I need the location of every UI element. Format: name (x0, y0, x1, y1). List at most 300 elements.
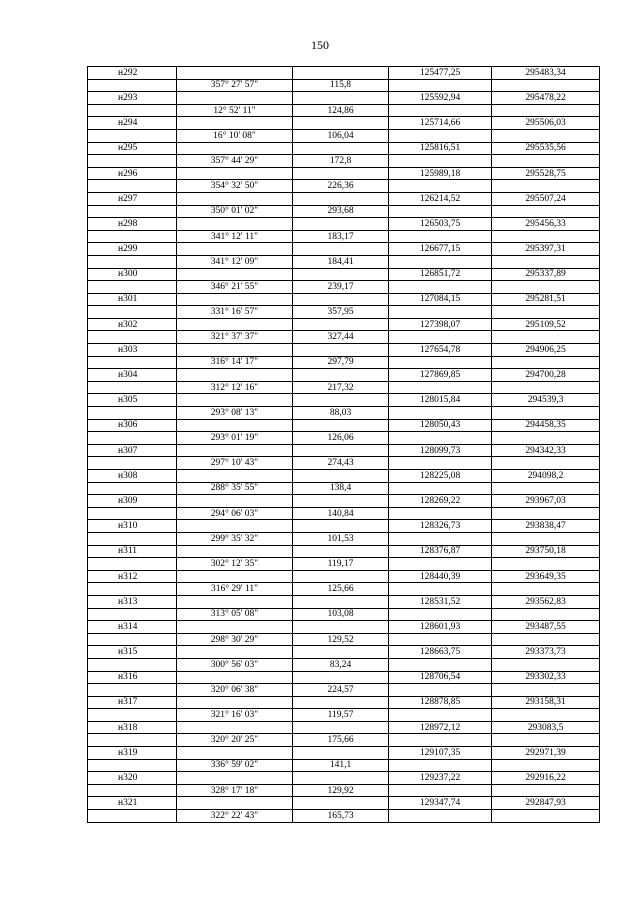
empty-cell (492, 507, 600, 520)
empty-cell (177, 570, 293, 583)
direction-angle-cell: 299° 35' 32" (177, 532, 293, 545)
empty-cell (88, 457, 177, 470)
empty-cell (492, 155, 600, 168)
empty-cell (293, 470, 389, 483)
segment-row (88, 608, 600, 621)
empty-cell (389, 180, 492, 193)
distance-cell: 165,73 (293, 810, 389, 823)
point-row (88, 747, 600, 760)
point-row (88, 369, 600, 382)
segment-row (88, 129, 600, 142)
direction-angle-cell: 12° 52' 11" (177, 104, 293, 117)
empty-cell (389, 608, 492, 621)
direction-angle-cell: 357° 27' 57" (177, 79, 293, 92)
y-coordinate-cell: 295478,22 (492, 92, 600, 105)
empty-cell (293, 344, 389, 357)
empty-cell (88, 658, 177, 671)
segment-row (88, 532, 600, 545)
empty-cell (88, 583, 177, 596)
direction-angle-cell: 320° 20' 25" (177, 734, 293, 747)
y-coordinate-cell: 292971,39 (492, 747, 600, 760)
distance-cell: 226,36 (293, 180, 389, 193)
y-coordinate-cell: 295535,56 (492, 142, 600, 155)
segment-row (88, 104, 600, 117)
direction-angle-cell: 346° 21' 55" (177, 281, 293, 294)
x-coordinate-cell: 129347,74 (389, 797, 492, 810)
page-number: 150 (311, 38, 329, 52)
y-coordinate-cell: 293838,47 (492, 520, 600, 533)
empty-cell (177, 747, 293, 760)
segment-row (88, 784, 600, 797)
empty-cell (492, 331, 600, 344)
direction-angle-cell: 322° 22' 43" (177, 810, 293, 823)
empty-cell (389, 155, 492, 168)
empty-cell (389, 810, 492, 823)
segment-row (88, 457, 600, 470)
y-coordinate-cell: 293750,18 (492, 545, 600, 558)
distance-cell: 119,17 (293, 558, 389, 571)
point-name-cell: н312 (88, 570, 177, 583)
point-row (88, 344, 600, 357)
point-row (88, 797, 600, 810)
y-coordinate-cell: 294906,25 (492, 344, 600, 357)
empty-cell (293, 797, 389, 810)
point-name-cell: н305 (88, 394, 177, 407)
direction-angle-cell: 357° 44' 29" (177, 155, 293, 168)
empty-cell (492, 381, 600, 394)
segment-row (88, 180, 600, 193)
distance-cell: 140,84 (293, 507, 389, 520)
x-coordinate-cell: 128225,08 (389, 470, 492, 483)
y-coordinate-cell: 294098,2 (492, 470, 600, 483)
x-coordinate-cell: 128663,75 (389, 646, 492, 659)
empty-cell (177, 318, 293, 331)
point-name-cell: н298 (88, 218, 177, 231)
empty-cell (492, 205, 600, 218)
direction-angle-cell: 316° 14' 17" (177, 356, 293, 369)
empty-cell (293, 167, 389, 180)
empty-cell (389, 331, 492, 344)
segment-row (88, 684, 600, 697)
y-coordinate-cell: 293562,83 (492, 595, 600, 608)
empty-cell (88, 684, 177, 697)
y-coordinate-cell: 295506,03 (492, 117, 600, 130)
empty-cell (177, 470, 293, 483)
empty-cell (88, 381, 177, 394)
empty-cell (177, 117, 293, 130)
point-name-cell: н300 (88, 268, 177, 281)
empty-cell (492, 684, 600, 697)
direction-angle-cell: 321° 37' 37" (177, 331, 293, 344)
point-row (88, 92, 600, 105)
segment-row (88, 583, 600, 596)
direction-angle-cell: 293° 08' 13" (177, 407, 293, 420)
empty-cell (293, 192, 389, 205)
empty-cell (492, 633, 600, 646)
segment-row (88, 79, 600, 92)
empty-cell (492, 784, 600, 797)
direction-angle-cell: 341° 12' 11" (177, 230, 293, 243)
empty-cell (177, 92, 293, 105)
x-coordinate-cell: 128015,84 (389, 394, 492, 407)
distance-cell: 183,17 (293, 230, 389, 243)
empty-cell (88, 407, 177, 420)
x-coordinate-cell: 128050,43 (389, 419, 492, 432)
empty-cell (492, 583, 600, 596)
segment-row (88, 407, 600, 420)
distance-cell: 88,03 (293, 407, 389, 420)
x-coordinate-cell: 129237,22 (389, 772, 492, 785)
point-row (88, 444, 600, 457)
point-name-cell: н296 (88, 167, 177, 180)
empty-cell (88, 532, 177, 545)
point-row (88, 772, 600, 785)
x-coordinate-cell: 125477,25 (389, 67, 492, 80)
y-coordinate-cell: 293649,35 (492, 570, 600, 583)
direction-angle-cell: 320° 06' 38" (177, 684, 293, 697)
empty-cell (293, 545, 389, 558)
empty-cell (88, 255, 177, 268)
empty-cell (88, 709, 177, 722)
y-coordinate-cell: 294342,33 (492, 444, 600, 457)
empty-cell (492, 482, 600, 495)
empty-cell (293, 721, 389, 734)
empty-cell (293, 646, 389, 659)
empty-cell (389, 205, 492, 218)
empty-cell (88, 79, 177, 92)
direction-angle-cell: 350° 01' 02" (177, 205, 293, 218)
empty-cell (88, 432, 177, 445)
distance-cell: 217,32 (293, 381, 389, 394)
point-name-cell: н295 (88, 142, 177, 155)
x-coordinate-cell: 125592,94 (389, 92, 492, 105)
point-name-cell: н319 (88, 747, 177, 760)
empty-cell (492, 759, 600, 772)
empty-cell (177, 646, 293, 659)
empty-cell (293, 419, 389, 432)
empty-cell (88, 633, 177, 646)
point-name-cell: н315 (88, 646, 177, 659)
segment-row (88, 356, 600, 369)
distance-cell: 115,8 (293, 79, 389, 92)
empty-cell (177, 268, 293, 281)
distance-cell: 175,66 (293, 734, 389, 747)
empty-cell (177, 671, 293, 684)
empty-cell (177, 545, 293, 558)
empty-cell (293, 243, 389, 256)
point-name-cell: н311 (88, 545, 177, 558)
y-coordinate-cell: 292916,22 (492, 772, 600, 785)
empty-cell (177, 495, 293, 508)
empty-cell (492, 79, 600, 92)
direction-angle-cell: 313° 05' 08" (177, 608, 293, 621)
empty-cell (492, 281, 600, 294)
y-coordinate-cell: 294458,35 (492, 419, 600, 432)
y-coordinate-cell: 293967,03 (492, 495, 600, 508)
empty-cell (88, 104, 177, 117)
empty-cell (177, 167, 293, 180)
empty-cell (177, 444, 293, 457)
point-name-cell: н304 (88, 369, 177, 382)
distance-cell: 224,57 (293, 684, 389, 697)
x-coordinate-cell: 125714,66 (389, 117, 492, 130)
distance-cell: 141,1 (293, 759, 389, 772)
empty-cell (177, 721, 293, 734)
point-name-cell: н302 (88, 318, 177, 331)
empty-cell (293, 142, 389, 155)
distance-cell: 101,53 (293, 532, 389, 545)
point-row (88, 243, 600, 256)
point-name-cell: н297 (88, 192, 177, 205)
y-coordinate-cell: 295337,89 (492, 268, 600, 281)
point-row (88, 495, 600, 508)
point-name-cell: н293 (88, 92, 177, 105)
empty-cell (389, 558, 492, 571)
empty-cell (177, 621, 293, 634)
point-row (88, 595, 600, 608)
segment-row (88, 810, 600, 823)
segment-row (88, 734, 600, 747)
segment-row (88, 709, 600, 722)
y-coordinate-cell: 294700,28 (492, 369, 600, 382)
distance-cell: 106,04 (293, 129, 389, 142)
point-row (88, 142, 600, 155)
empty-cell (293, 747, 389, 760)
empty-cell (492, 230, 600, 243)
x-coordinate-cell: 128099,73 (389, 444, 492, 457)
point-row (88, 167, 600, 180)
point-row (88, 293, 600, 306)
point-name-cell: н307 (88, 444, 177, 457)
empty-cell (293, 495, 389, 508)
empty-cell (389, 432, 492, 445)
segment-row (88, 558, 600, 571)
point-row (88, 671, 600, 684)
point-name-cell: н316 (88, 671, 177, 684)
empty-cell (389, 255, 492, 268)
segment-row (88, 155, 600, 168)
empty-cell (293, 369, 389, 382)
point-name-cell: н299 (88, 243, 177, 256)
empty-cell (88, 734, 177, 747)
empty-cell (177, 772, 293, 785)
point-row (88, 470, 600, 483)
point-row (88, 545, 600, 558)
empty-cell (389, 457, 492, 470)
direction-angle-cell: 288° 35' 55" (177, 482, 293, 495)
segment-row (88, 306, 600, 319)
empty-cell (88, 230, 177, 243)
empty-cell (389, 684, 492, 697)
empty-cell (293, 268, 389, 281)
distance-cell: 293,68 (293, 205, 389, 218)
direction-angle-cell: 294° 06' 03" (177, 507, 293, 520)
empty-cell (492, 457, 600, 470)
x-coordinate-cell: 128440,39 (389, 570, 492, 583)
distance-cell: 103,08 (293, 608, 389, 621)
empty-cell (389, 230, 492, 243)
direction-angle-cell: 341° 12' 09" (177, 255, 293, 268)
segment-row (88, 381, 600, 394)
empty-cell (492, 432, 600, 445)
direction-angle-cell: 321° 16' 03" (177, 709, 293, 722)
point-row (88, 117, 600, 130)
empty-cell (88, 759, 177, 772)
empty-cell (492, 734, 600, 747)
direction-angle-cell: 328° 17' 18" (177, 784, 293, 797)
empty-cell (293, 67, 389, 80)
point-row (88, 646, 600, 659)
empty-cell (492, 658, 600, 671)
empty-cell (492, 356, 600, 369)
empty-cell (389, 482, 492, 495)
empty-cell (177, 595, 293, 608)
empty-cell (389, 633, 492, 646)
empty-cell (389, 784, 492, 797)
distance-cell: 129,52 (293, 633, 389, 646)
empty-cell (293, 444, 389, 457)
x-coordinate-cell: 126677,15 (389, 243, 492, 256)
empty-cell (293, 671, 389, 684)
empty-cell (492, 532, 600, 545)
empty-cell (389, 583, 492, 596)
empty-cell (88, 205, 177, 218)
segment-row (88, 482, 600, 495)
distance-cell: 297,79 (293, 356, 389, 369)
x-coordinate-cell: 127084,15 (389, 293, 492, 306)
empty-cell (492, 306, 600, 319)
point-name-cell: н321 (88, 797, 177, 810)
distance-cell: 124,86 (293, 104, 389, 117)
empty-cell (389, 709, 492, 722)
point-row (88, 268, 600, 281)
segment-row (88, 759, 600, 772)
point-row (88, 520, 600, 533)
direction-angle-cell: 354° 32' 50" (177, 180, 293, 193)
point-name-cell: н320 (88, 772, 177, 785)
empty-cell (389, 79, 492, 92)
empty-cell (389, 734, 492, 747)
empty-cell (492, 180, 600, 193)
empty-cell (88, 281, 177, 294)
point-name-cell: н310 (88, 520, 177, 533)
empty-cell (177, 192, 293, 205)
empty-cell (389, 129, 492, 142)
point-name-cell: н314 (88, 621, 177, 634)
point-row (88, 67, 600, 80)
point-row (88, 721, 600, 734)
x-coordinate-cell: 128601,93 (389, 621, 492, 634)
segment-row (88, 658, 600, 671)
empty-cell (177, 797, 293, 810)
empty-cell (88, 306, 177, 319)
y-coordinate-cell: 295483,34 (492, 67, 600, 80)
empty-cell (389, 759, 492, 772)
point-name-cell: н292 (88, 67, 177, 80)
direction-angle-cell: 16° 10' 08" (177, 129, 293, 142)
y-coordinate-cell: 295397,31 (492, 243, 600, 256)
x-coordinate-cell: 125816,51 (389, 142, 492, 155)
empty-cell (293, 520, 389, 533)
y-coordinate-cell: 293158,31 (492, 696, 600, 709)
empty-cell (293, 218, 389, 231)
segment-row (88, 507, 600, 520)
point-name-cell: н308 (88, 470, 177, 483)
point-name-cell: н309 (88, 495, 177, 508)
segment-row (88, 331, 600, 344)
empty-cell (389, 281, 492, 294)
point-name-cell: н294 (88, 117, 177, 130)
empty-cell (293, 92, 389, 105)
point-row (88, 570, 600, 583)
point-row (88, 192, 600, 205)
empty-cell (492, 407, 600, 420)
x-coordinate-cell: 128878,85 (389, 696, 492, 709)
empty-cell (88, 784, 177, 797)
distance-cell: 125,66 (293, 583, 389, 596)
point-row (88, 218, 600, 231)
empty-cell (389, 356, 492, 369)
y-coordinate-cell: 294539,3 (492, 394, 600, 407)
point-name-cell: н317 (88, 696, 177, 709)
point-name-cell: н301 (88, 293, 177, 306)
empty-cell (389, 532, 492, 545)
x-coordinate-cell: 128269,22 (389, 495, 492, 508)
empty-cell (88, 356, 177, 369)
segment-row (88, 432, 600, 445)
x-coordinate-cell: 128531,52 (389, 595, 492, 608)
segment-row (88, 205, 600, 218)
empty-cell (293, 318, 389, 331)
y-coordinate-cell: 295507,24 (492, 192, 600, 205)
empty-cell (389, 381, 492, 394)
segment-row (88, 633, 600, 646)
empty-cell (293, 772, 389, 785)
distance-cell: 327,44 (293, 331, 389, 344)
point-row (88, 696, 600, 709)
point-name-cell: н306 (88, 419, 177, 432)
distance-cell: 126,06 (293, 432, 389, 445)
empty-cell (177, 419, 293, 432)
y-coordinate-cell: 293302,33 (492, 671, 600, 684)
direction-angle-cell: 312° 12' 16" (177, 381, 293, 394)
empty-cell (177, 218, 293, 231)
empty-cell (389, 306, 492, 319)
distance-cell: 138,4 (293, 482, 389, 495)
empty-cell (177, 243, 293, 256)
direction-angle-cell: 293° 01' 19" (177, 432, 293, 445)
empty-cell (293, 117, 389, 130)
x-coordinate-cell: 127398,07 (389, 318, 492, 331)
point-name-cell: н303 (88, 344, 177, 357)
y-coordinate-cell: 293487,55 (492, 621, 600, 634)
x-coordinate-cell: 128376,87 (389, 545, 492, 558)
empty-cell (293, 595, 389, 608)
point-name-cell: н313 (88, 595, 177, 608)
x-coordinate-cell: 129107,35 (389, 747, 492, 760)
empty-cell (177, 369, 293, 382)
empty-cell (492, 709, 600, 722)
empty-cell (177, 520, 293, 533)
empty-cell (88, 180, 177, 193)
empty-cell (88, 558, 177, 571)
point-name-cell: н318 (88, 721, 177, 734)
distance-cell: 83,24 (293, 658, 389, 671)
segment-row (88, 230, 600, 243)
x-coordinate-cell: 126503,75 (389, 218, 492, 231)
empty-cell (293, 570, 389, 583)
point-row (88, 621, 600, 634)
